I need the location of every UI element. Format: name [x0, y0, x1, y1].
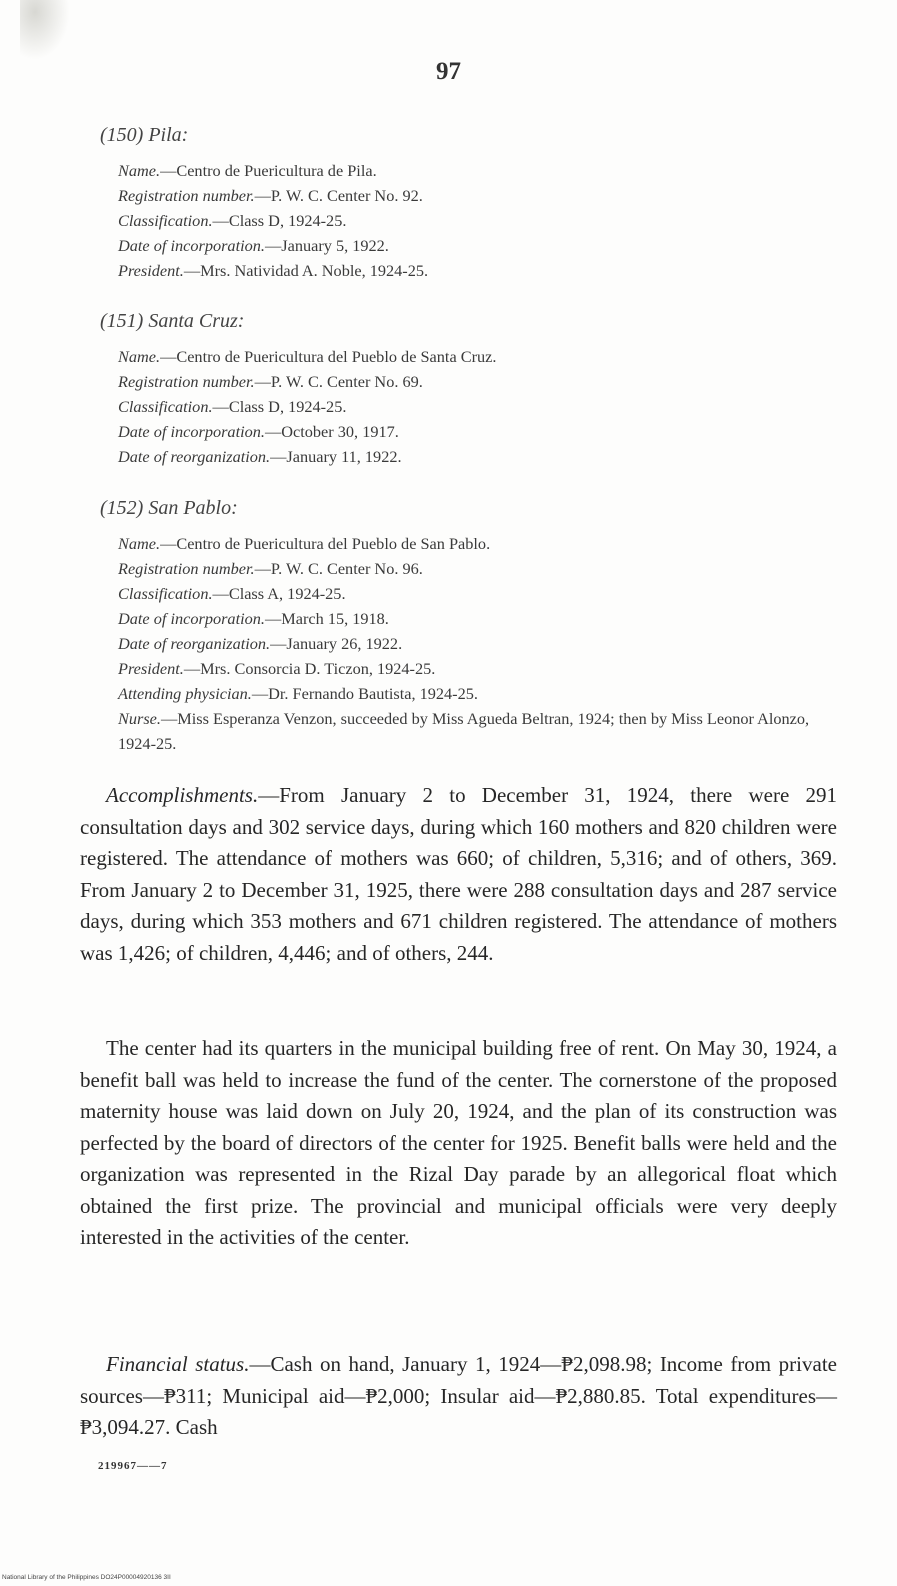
entry-registration-number	[118, 370, 423, 395]
paragraph-text: —From January 2 to December 31, 1924, there were 291 consultation days and 302 service days, during which 160 mothers and 820 children were registered. The attendance of mothers was 660; of children, 5,316; and of others, 369. From January 2 to December 31, 1925, there were 288 consultation days and 287 service days, during which 353 mothers and 671 children registered. The attendance of mothers was 1,426; of children, 4,446; and of others, 244.	[80, 783, 837, 965]
entry-label: Date of reorganization.	[118, 634, 271, 653]
paragraph-label: Accomplishments.	[106, 783, 259, 807]
entry-label: Date of incorporation.	[118, 609, 265, 628]
entry-text: —March 15, 1918.	[264, 609, 389, 628]
entry-label: Date of incorporation.	[118, 422, 265, 441]
paragraph-financial-status	[80, 1349, 837, 1444]
entry-registration-number	[118, 184, 423, 209]
paragraph-text: —Cash on hand, January 1, 1924—₱2,098.98; Income from private sources—₱311; Municipal aid—₱2,000; Insular aid—₱2,880.85. Total expenditures—₱3,094.27. Cash	[80, 1352, 837, 1439]
entry-registration-number	[118, 557, 423, 582]
entry-label: Date of incorporation.	[118, 236, 265, 255]
paragraph-label: Financial status.	[106, 1352, 250, 1376]
entry-text: —Dr. Fernando Bautista, 1924-25.	[251, 684, 478, 703]
entry-text: —Class D, 1924-25.	[212, 397, 347, 416]
section-heading-san-pablo: (152) San Pablo:	[100, 497, 238, 519]
scan-footer: National Library of the Philippines DO24P00004920136 3II	[2, 1574, 171, 1581]
entry-text: —Miss Esperanza Venzon, succeeded by Miss Agueda Beltran, 1924; then by Miss Leonor Alonzo, 1924-25.	[118, 709, 810, 753]
entry-text: —October 30, 1917.	[264, 422, 399, 441]
entry-date-of-incorporation	[118, 420, 399, 445]
entry-name	[118, 159, 377, 184]
entry-label: Registration number.	[118, 372, 255, 391]
entry-classification	[118, 209, 346, 234]
entry-text: —P. W. C. Center No. 92.	[254, 186, 423, 205]
paragraph-center-quarters	[80, 1033, 837, 1254]
entry-name	[118, 532, 490, 557]
entry-text: —Mrs. Natividad A. Noble, 1924-25.	[183, 261, 429, 280]
entry-attending-physician	[118, 682, 478, 707]
entry-text: —Mrs. Consorcia D. Ticzon, 1924-25.	[183, 659, 436, 678]
paragraph-text: The center had its quarters in the municipal building free of rent. On May 30, 1924, a benefit ball was held to increase the fund of the center. The cornerstone of the proposed maternity house was laid down on July 20, 1924, and the plan of its construction was perfected by the board of directors of the center for 1925. Benefit balls were held and the organization was represented in the Rizal Day parade by an allegorical float which obtained the first prize. The provincial and municipal officials were very deeply interested in the activities of the center.	[80, 1036, 837, 1249]
entry-date-of-incorporation	[118, 234, 389, 259]
entry-label: Registration number.	[118, 559, 255, 578]
entry-label: Nurse.	[118, 709, 161, 728]
entry-text: —January 5, 1922.	[264, 236, 389, 255]
entry-name	[118, 345, 496, 370]
entry-president	[118, 259, 428, 284]
entry-text: —January 11, 1922.	[270, 447, 402, 466]
entry-classification	[118, 582, 346, 607]
section-heading-santa-cruz: (151) Santa Cruz:	[100, 310, 245, 332]
entry-text: —Centro de Puericultura del Pueblo de San Pablo.	[160, 534, 491, 553]
entry-label: Attending physician.	[118, 684, 252, 703]
entry-date-of-reorganization	[118, 445, 402, 470]
entry-label: Classification.	[118, 211, 213, 230]
paper-stain	[20, 0, 70, 60]
page-number: 97	[436, 58, 461, 85]
entry-text: —P. W. C. Center No. 69.	[254, 372, 423, 391]
entry-text: —Class A, 1924-25.	[212, 584, 346, 603]
entry-label: Registration number.	[118, 186, 255, 205]
entry-nurse	[118, 707, 830, 756]
plate-number: 219967——7	[98, 1460, 168, 1472]
paragraph-accomplishments	[80, 780, 837, 969]
entry-text: —Class D, 1924-25.	[212, 211, 347, 230]
entry-text: —P. W. C. Center No. 96.	[254, 559, 423, 578]
entry-president	[118, 657, 435, 682]
section-heading-pila: (150) Pila:	[100, 124, 189, 146]
entry-label: Name.	[118, 161, 161, 180]
entry-label: Name.	[118, 347, 161, 366]
entry-label: Date of reorganization.	[118, 447, 271, 466]
entry-label: Name.	[118, 534, 161, 553]
entry-label: President.	[118, 659, 184, 678]
entry-label: Classification.	[118, 584, 213, 603]
entry-date-of-incorporation	[118, 607, 389, 632]
entry-classification	[118, 395, 346, 420]
entry-label: Classification.	[118, 397, 213, 416]
entry-date-of-reorganization	[118, 632, 402, 657]
entry-text: —Centro de Puericultura del Pueblo de Santa Cruz.	[160, 347, 497, 366]
entry-text: —Centro de Puericultura de Pila.	[160, 161, 377, 180]
entry-text: —January 26, 1922.	[270, 634, 403, 653]
entry-label: President.	[118, 261, 184, 280]
